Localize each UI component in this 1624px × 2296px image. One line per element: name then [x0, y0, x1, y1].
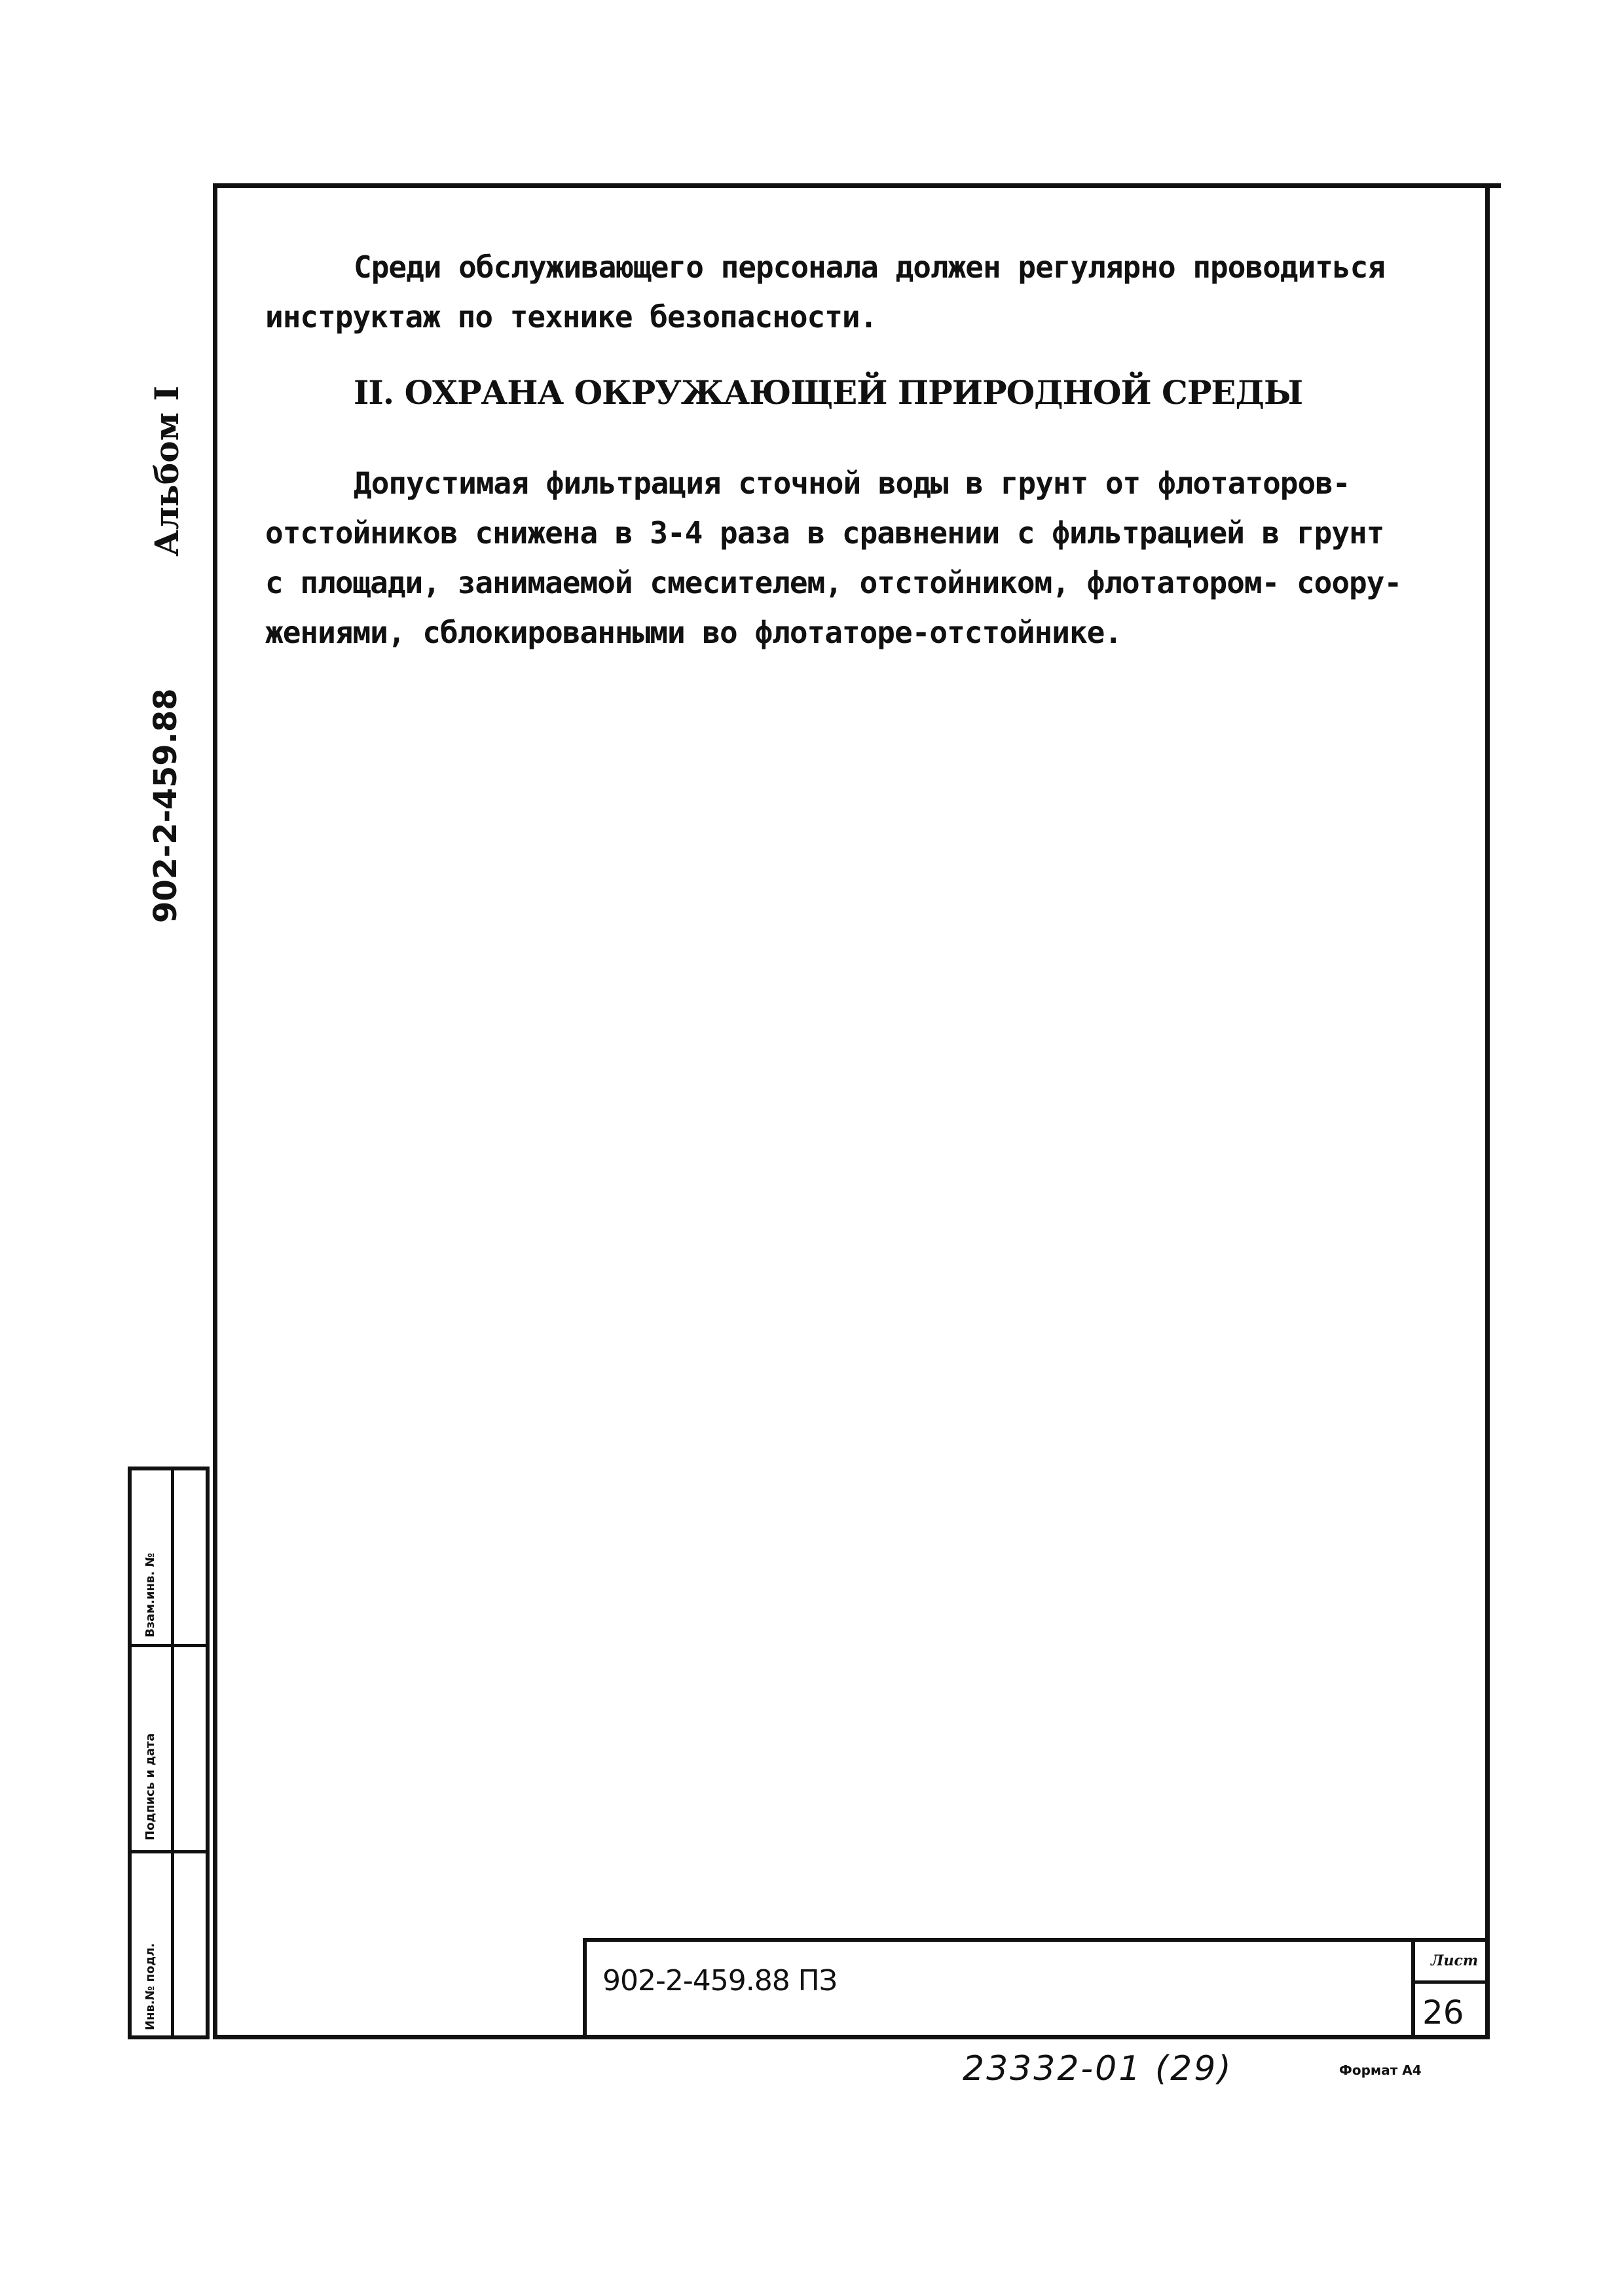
sheet-number: 26: [1422, 1994, 1464, 2032]
text-line: инструктаж по технике безопасности.: [265, 299, 877, 335]
stamp-signature-date: Подпись и дата: [143, 1733, 157, 1840]
section-heading: II. ОХРАНА ОКРУЖАЮЩЕЙ ПРИРОДНОЙ СРЕДЫ: [354, 373, 1303, 412]
stamp-divider: [132, 1850, 206, 1853]
text-line: Допустимая фильтрация сточной воды в грунт от флотаторов-: [354, 465, 1350, 501]
text-line: Среди обслуживающего персонала должен регулярно проводиться: [354, 249, 1385, 285]
sheet-label: Лист: [1431, 1952, 1479, 1969]
frame-edge: [1486, 183, 1501, 188]
stamp-replace-inv: Взам.инв. №: [143, 1552, 157, 1637]
text-line: отстойников снижена в 3-4 раза в сравнении с фильтрацией в грунт: [265, 515, 1384, 551]
document-code: 902-2-459.88 ПЗ: [602, 1964, 837, 1997]
paragraph-safety: [265, 242, 1457, 342]
sheet-divider: [1411, 1980, 1490, 1984]
stamp-divider: [132, 1644, 206, 1647]
approval-stamp: [128, 1467, 210, 2039]
stamp-divider: [171, 1470, 174, 2035]
text-line: жениями, сблокированными во флотаторе-отстойнике.: [265, 615, 1122, 650]
stamp-inv-no: Инв.№ подл.: [143, 1942, 157, 2030]
margin-doc-number: 902-2-459.88: [147, 688, 184, 923]
text-line: с площади, занимаемой смесителем, отстойником, флотатором- соору-: [265, 565, 1402, 600]
paragraph-environment: [265, 458, 1457, 657]
album-label: Альбом I: [147, 386, 186, 556]
format-label: Формат А4: [1339, 2062, 1422, 2078]
archive-number: 23332-01 (29): [963, 2049, 1233, 2088]
